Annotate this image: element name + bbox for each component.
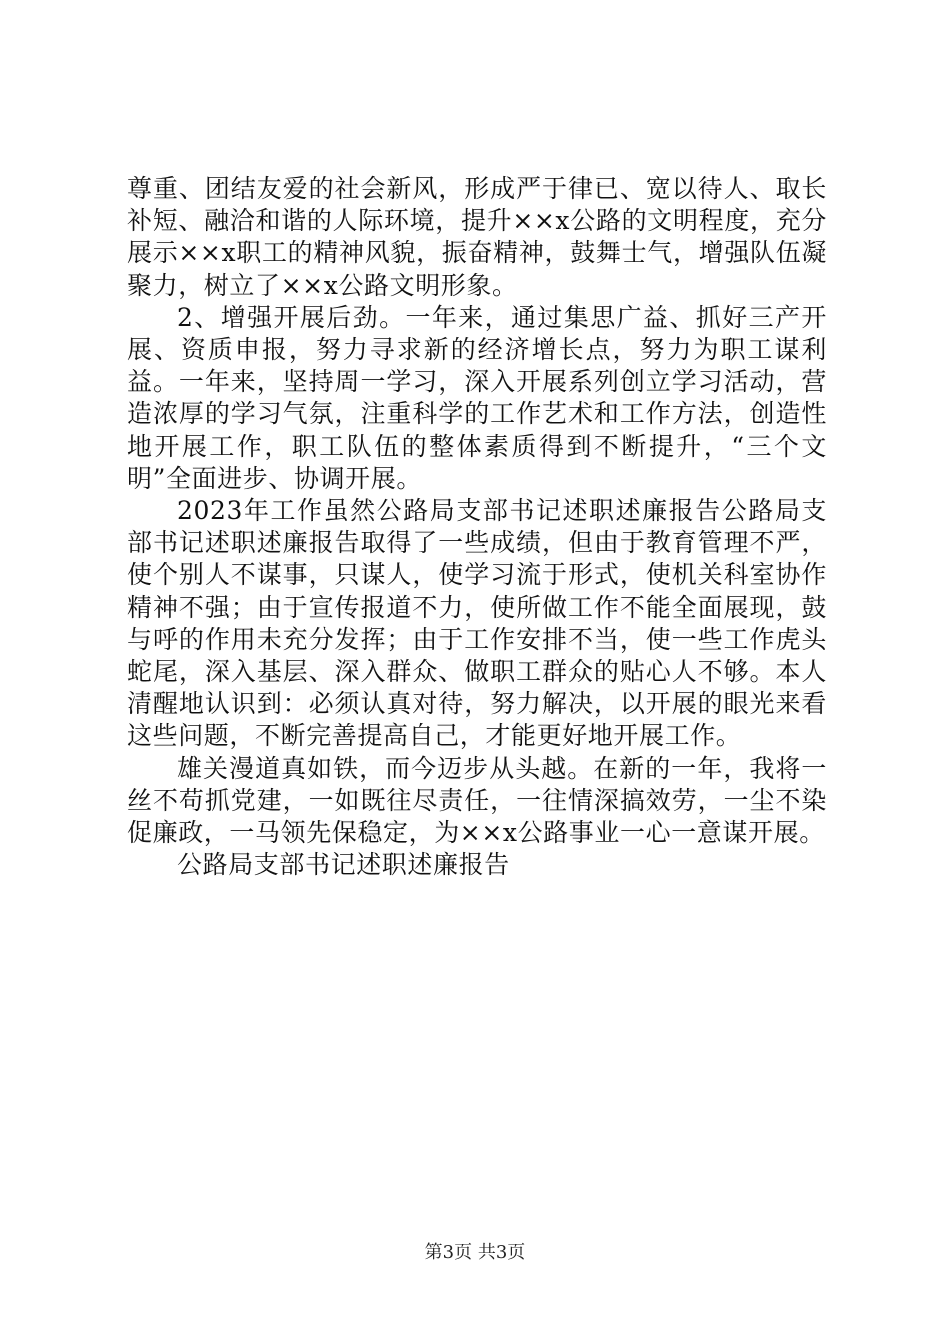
paragraph-continuation: 尊重、团结友爱的社会新风，形成严于律已、宽以待人、取长补短、融洽和谐的人际环境，提升××x公路的文明程度，充分展示××x职工的精神风貌，振奋精神，鼓舞士气，增强队伍凝聚力，树立了××x公路文明形象。 [127, 174, 827, 300]
paragraph-shortcomings: 2023年工作虽然公路局支部书记述职述廉报告公路局支部书记述职述廉报告取得了一些成绩，但由于教育管理不严，使个别人不谋事，只谋人，使学习流于形式，使机关科室协作精神不强；由于宣传报道不力，使所做工作不能全面展现，鼓与呼的作用未充分发挥；由于工作安排不当，使一些工作虎头蛇尾，深入基层、深入群众、做职工群众的贴心人不够。本人清醒地认识到：必须认真对待，努力解决，以开展的眼光来看这些问题，不断完善提高自己，才能更好地开展工作。 [127, 496, 827, 751]
document-body [127, 173, 827, 881]
paragraph-closing-title: 公路局支部书记述职述廉报告 [177, 850, 510, 880]
paragraph-outlook: 雄关漫道真如铁，而今迈步从头越。在新的一年，我将一丝不苟抓党建，一如既往尽责任，一往情深搞效劳，一尘不染促廉政，一马领先保稳定，为××x公路事业一心一意谋开展。 [127, 753, 827, 848]
page-footer: 第3页 共3页 [424, 1242, 526, 1263]
paragraph-development: 2、增强开展后劲。一年来，通过集思广益、抓好三产开展、资质申报，努力寻求新的经济增长点，努力为职工谋利益。一年来，坚持周一学习，深入开展系列创立学习活动，营造浓厚的学习气氛，注重科学的工作艺术和工作方法，创造性地开展工作，职工队伍的整体素质得到不断提升，“三个文明”全面进步、协调开展。 [127, 302, 827, 493]
